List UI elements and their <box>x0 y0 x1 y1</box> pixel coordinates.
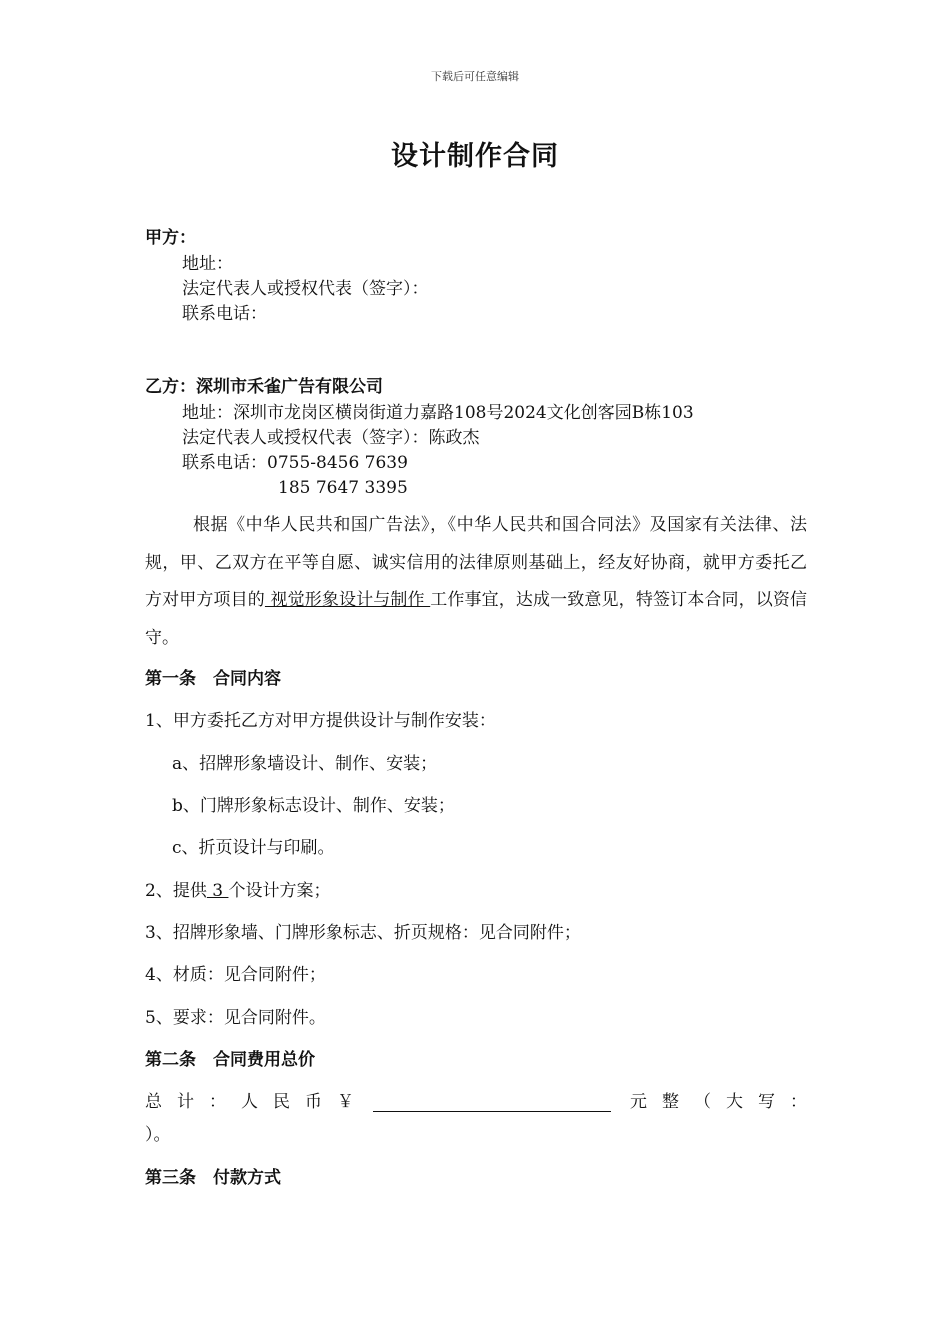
total-char: 写 <box>758 1092 775 1112</box>
total-char: 民 <box>273 1092 290 1112</box>
article-1-item-4: 4、材质：见合同附件； <box>145 965 326 985</box>
total-char: 币 <box>305 1092 322 1112</box>
total-char: 大 <box>726 1092 743 1112</box>
article-1-item-1a: a、招牌形象墙设计、制作、安装； <box>172 754 438 774</box>
article-1-item-3: 3、招牌形象墙、门牌形象标志、折页规格：见合同附件； <box>145 923 581 943</box>
party-a-address: 地址： <box>182 254 233 274</box>
total-char: 人 <box>241 1092 258 1112</box>
intro-text-after: 工作事宜，达成一致意见，特签订本合同，以资信守。 <box>145 590 808 648</box>
item-2-after: 个设计方案； <box>228 881 331 901</box>
total-char: 总 <box>145 1092 162 1112</box>
total-char: 整 <box>662 1092 679 1112</box>
intro-text-before: 根据《中华人民共和国广告法》，《中华人民共和国合同法》及国家有关法律、法规，甲、乙双方在平等自愿、诚实信用的法律原则基础上，经友好协商，就甲方委托乙方对甲方项目的 <box>145 515 807 610</box>
article-1-heading: 第一条 合同内容 <box>145 669 281 689</box>
document-title: 设计制作合同 <box>391 141 559 172</box>
article-1-item-1b: b、门牌形象标志设计、制作、安装； <box>172 796 455 816</box>
intro-paragraph <box>145 507 807 657</box>
party-b-phone: 联系电话：0755-8456 7639 <box>182 453 408 473</box>
article-2-heading: 第二条 合同费用总价 <box>145 1050 315 1070</box>
total-char: ： <box>209 1092 226 1112</box>
item-2-count: 3 <box>206 881 229 901</box>
total-char: ： <box>790 1092 807 1112</box>
total-price-close: ）。 <box>145 1125 171 1145</box>
article-1-item-5: 5、要求：见合同附件。 <box>145 1008 326 1028</box>
total-char: 元 <box>630 1092 647 1112</box>
article-1-item-1: 1、甲方委托乙方对甲方提供设计与制作安装： <box>145 711 496 731</box>
article-1-item-1c: c、折页设计与印刷。 <box>172 838 335 858</box>
party-b-representative: 法定代表人或授权代表（签字）：陈政杰 <box>182 428 480 448</box>
header-note: 下载后可任意编辑 <box>431 70 519 83</box>
party-a-label: 甲方： <box>145 228 196 248</box>
intro-project-name: 视觉形象设计与制作 <box>264 590 431 610</box>
total-char: 计 <box>177 1092 194 1112</box>
article-3-heading: 第三条 付款方式 <box>145 1168 281 1188</box>
party-b-phone-2: 185 7647 3395 <box>278 478 408 498</box>
amount-blank-line <box>373 1095 611 1112</box>
currency-symbol: ￥ <box>337 1092 354 1112</box>
party-a-phone: 联系电话： <box>182 304 267 324</box>
party-b-address: 地址：深圳市龙岗区横岗街道力嘉路108号2024文化创客园B栋103 <box>182 403 694 423</box>
party-a-representative: 法定代表人或授权代表（签字）： <box>182 279 429 299</box>
article-1-item-2 <box>145 881 330 901</box>
party-b-label: 乙方：深圳市禾雀广告有限公司 <box>145 377 383 397</box>
item-2-before: 2、提供 <box>145 881 207 901</box>
total-char: （ <box>694 1092 711 1112</box>
total-price-row <box>145 1092 807 1112</box>
